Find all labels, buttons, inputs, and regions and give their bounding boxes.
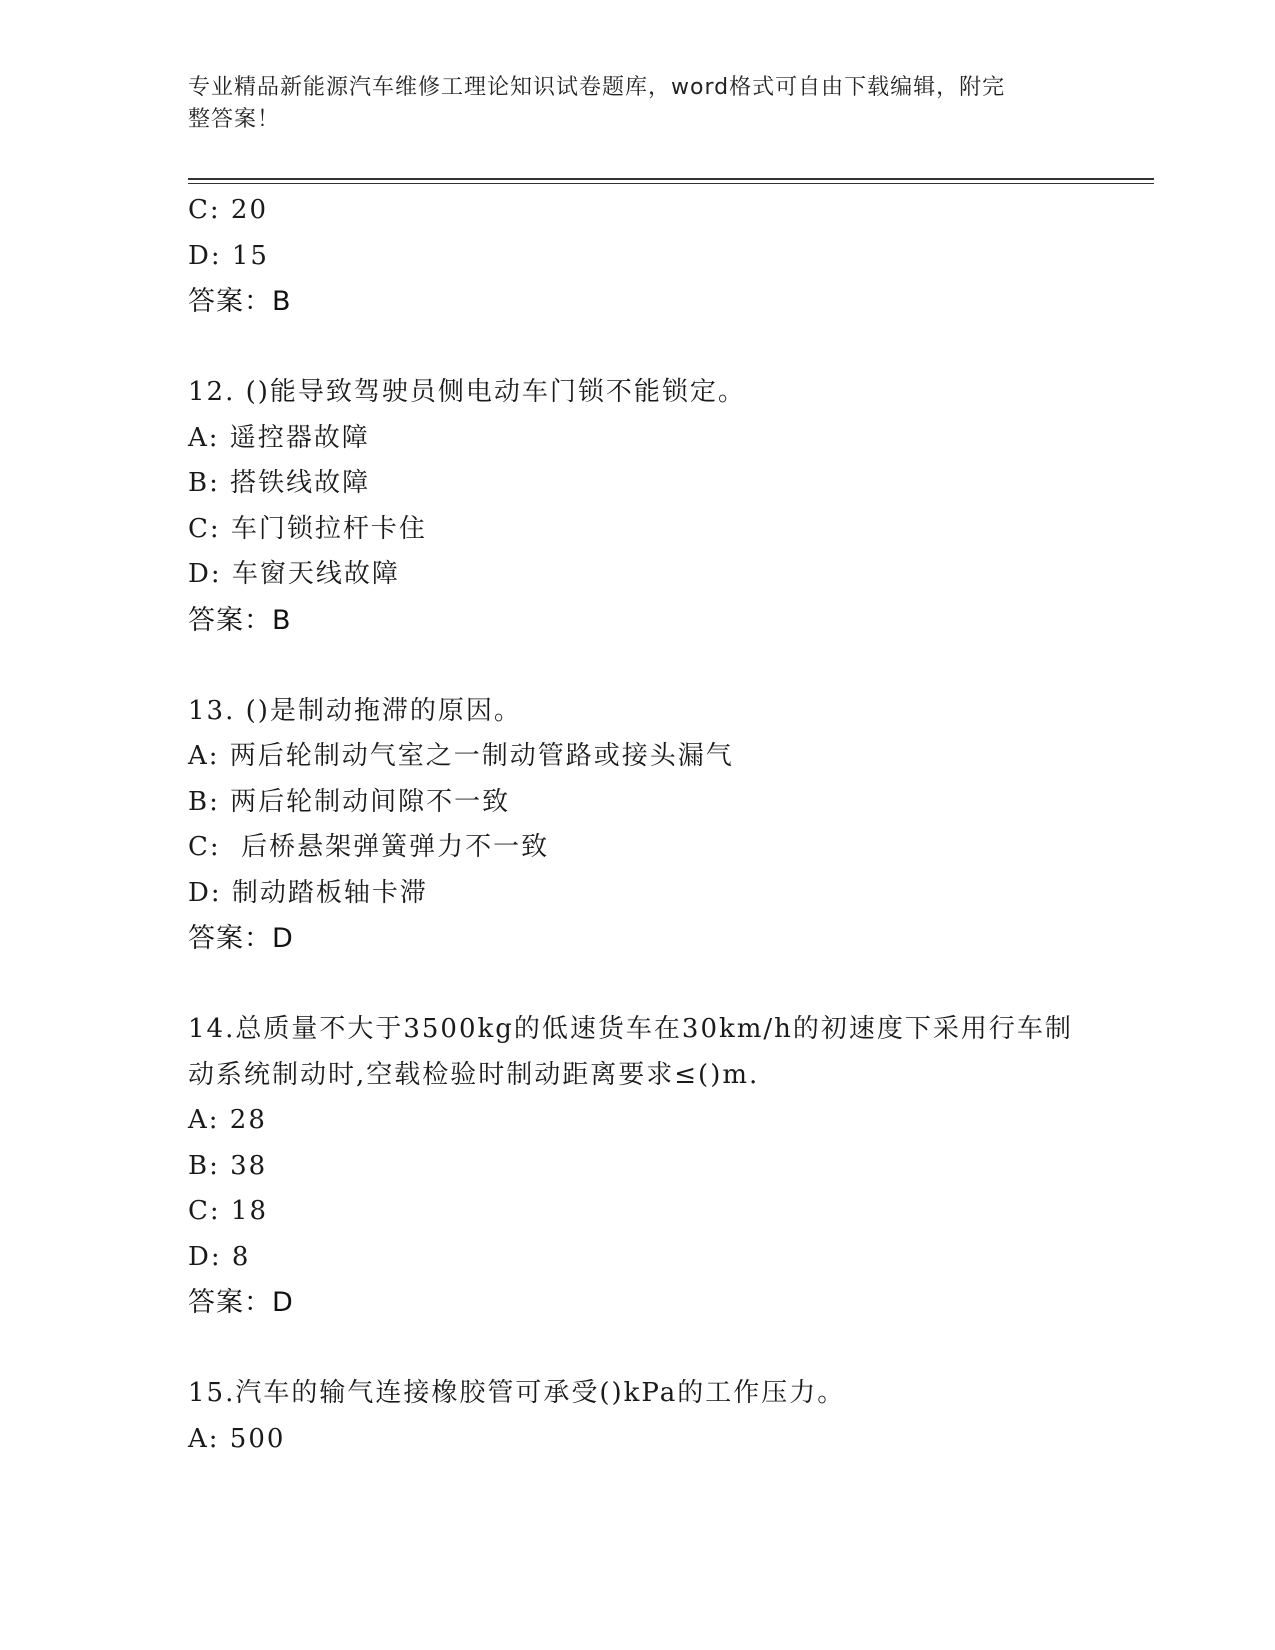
option-b: B: 两后轮制动间隙不一致 xyxy=(188,786,511,817)
question-text-line-2: 动系统制动时,空载检验时制动距离要求≤()m. xyxy=(188,1059,760,1090)
option-a: A: 遥控器故障 xyxy=(188,422,370,453)
option-d: D: 8 xyxy=(188,1241,251,1272)
header-divider xyxy=(188,178,1154,180)
question-15 xyxy=(188,1371,1088,1462)
question-text: 13. ()是制动拖滞的原因。 xyxy=(188,695,522,726)
question-14 xyxy=(188,1007,1088,1326)
question-11 xyxy=(188,188,1088,325)
option-c: C: 18 xyxy=(188,1196,269,1226)
answer: 答案：D xyxy=(188,1287,294,1318)
option-d: D: 制动踏板轴卡滞 xyxy=(188,877,428,908)
document-header xyxy=(188,72,1068,136)
question-text: 12. ()能导致驾驶员侧电动车门锁不能锁定。 xyxy=(188,377,746,407)
option-c: C: 车门锁拉杆卡住 xyxy=(188,513,427,544)
header-line-2: 整答案！ xyxy=(188,107,281,132)
question-text-line-1: 14.总质量不大于3500kg的低速货车在30km/h的初速度下采用行车制 xyxy=(188,1014,1073,1044)
header-line-1: 专业精品新能源汽车维修工理论知识试卷题库，word格式可自由下载编辑，附完 xyxy=(188,75,1006,100)
option-a: A: 28 xyxy=(188,1105,267,1135)
option-c: C: 后桥悬架弹簧弹力不一致 xyxy=(188,832,550,862)
answer: 答案：D xyxy=(188,923,294,954)
option-a: A: 两后轮制动气室之一制动管路或接头漏气 xyxy=(188,741,734,771)
option-d: D: 15 xyxy=(188,240,269,271)
option-b: B: 搭铁线故障 xyxy=(188,468,371,498)
answer: 答案：B xyxy=(188,286,292,317)
option-c: C: 20 xyxy=(188,195,269,225)
question-12 xyxy=(188,370,1088,643)
question-list xyxy=(188,188,1088,1462)
option-a: A: 500 xyxy=(188,1423,286,1454)
option-d: D: 车窗天线故障 xyxy=(188,559,400,589)
answer: 答案：B xyxy=(188,604,292,636)
header-divider-thin xyxy=(188,183,1154,184)
question-text: 15.汽车的输气连接橡胶管可承受()kPa的工作压力。 xyxy=(188,1378,846,1408)
option-b: B: 38 xyxy=(188,1150,268,1181)
question-13 xyxy=(188,689,1088,962)
